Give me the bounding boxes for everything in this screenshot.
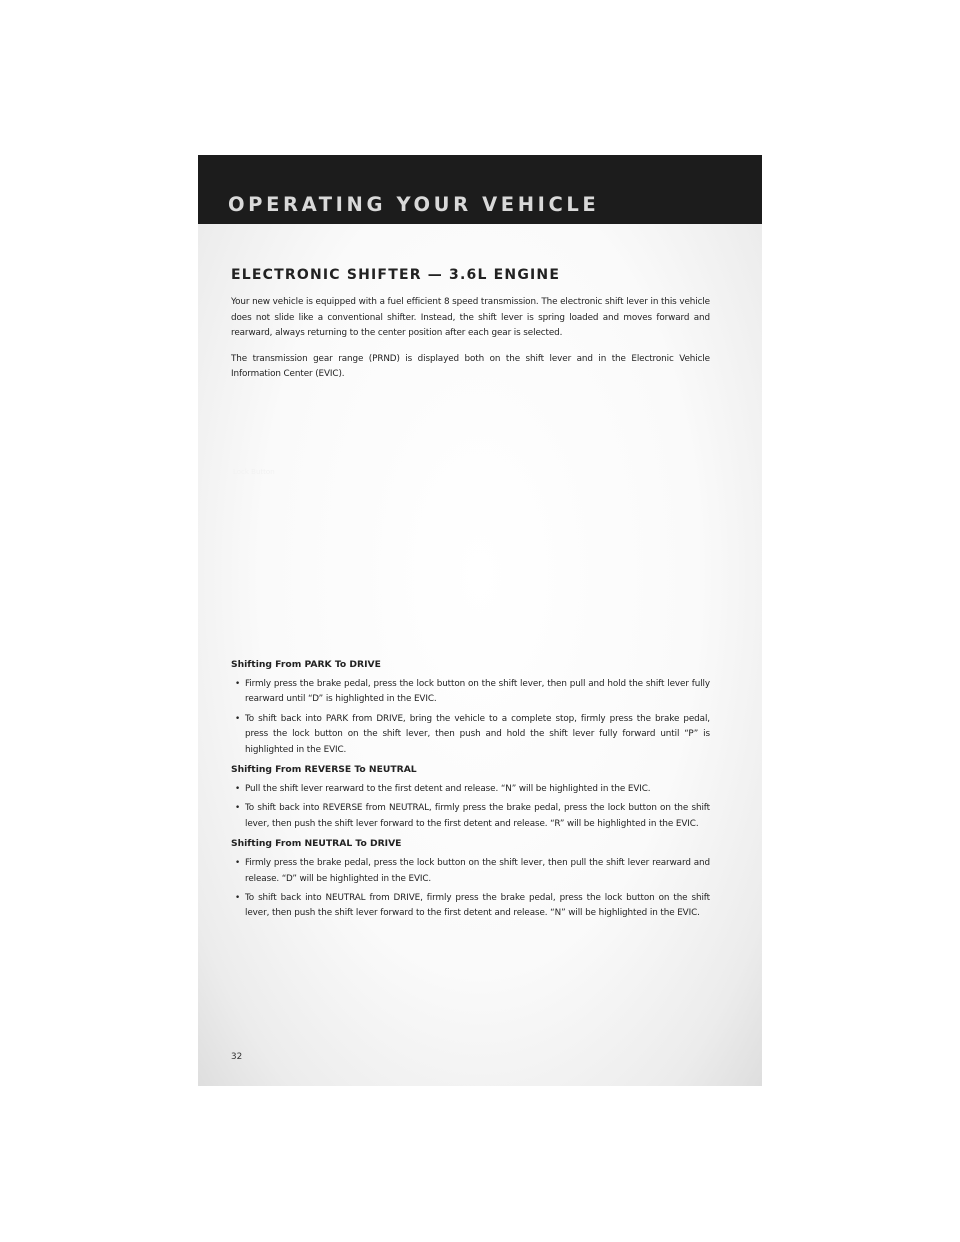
neutral-to-drive-list: [231, 856, 710, 922]
gear-range-paragraph: The transmission gear range (PRND) is displayed both on the shift lever and in the Electronic Vehicle Information Center (EVIC).: [231, 353, 710, 380]
lock-button-label: Lock Button: [233, 467, 275, 476]
park-to-drive-list: [231, 677, 710, 758]
list-item: • To shift back into NEUTRAL from DRIVE, firmly press the brake pedal, press the lock button on the shift lever, then push the shift lever forward to the first detent and release. “N” will be highlighted in the EVIC.: [231, 891, 710, 922]
reverse-to-neutral-list: [231, 782, 710, 832]
list-item: • To shift back into REVERSE from NEUTRAL, firmly press the brake pedal, press the lock button on the shift lever, then push the shift lever forward to the first detent and release. “R” will be highlighted in the EVIC.: [231, 801, 710, 832]
header-bar: [198, 155, 762, 224]
section-title: ELECTRONIC SHIFTER — 3.6L ENGINE: [231, 267, 561, 283]
intro-paragraph: Your new vehicle is equipped with a fuel efficient 8 speed transmission. The electronic shift lever in this vehicle does not slide like a conventional shifter. Instead, the shift lever is spring loaded and moves forward and rearward, always returning to the center position after each gear is selected.: [231, 297, 710, 339]
shifter-image-area: [231, 393, 710, 659]
manual-page: [198, 155, 762, 1086]
list-item: • Firmly press the brake pedal, press the lock button on the shift lever, then pull the shift lever rearward and release. “D” will be highlighted in the EVIC.: [231, 856, 710, 887]
subheading-reverse-to-neutral: Shifting From REVERSE To NEUTRAL: [231, 764, 417, 775]
subheading-park-to-drive: Shifting From PARK To DRIVE: [231, 658, 381, 670]
list-item: • Pull the shift lever rearward to the first detent and release. “N” will be highlighted in the EVIC.: [231, 782, 710, 797]
chapter-title: OPERATING YOUR VEHICLE: [228, 193, 600, 216]
page-number: 32: [231, 1052, 243, 1062]
list-item: • To shift back into PARK from DRIVE, bring the vehicle to a complete stop, firmly press the brake pedal, press the lock button on the shift lever, then push and hold the shift lever fully forward until “P” is highlighted in the EVIC.: [231, 712, 710, 758]
list-item: • Firmly press the brake pedal, press the lock button on the shift lever, then pull and hold the shift lever fully rearward until “D” is highlighted in the EVIC.: [231, 677, 710, 708]
subheading-neutral-to-drive: Shifting From NEUTRAL To DRIVE: [231, 838, 402, 850]
page-content: [231, 267, 710, 928]
